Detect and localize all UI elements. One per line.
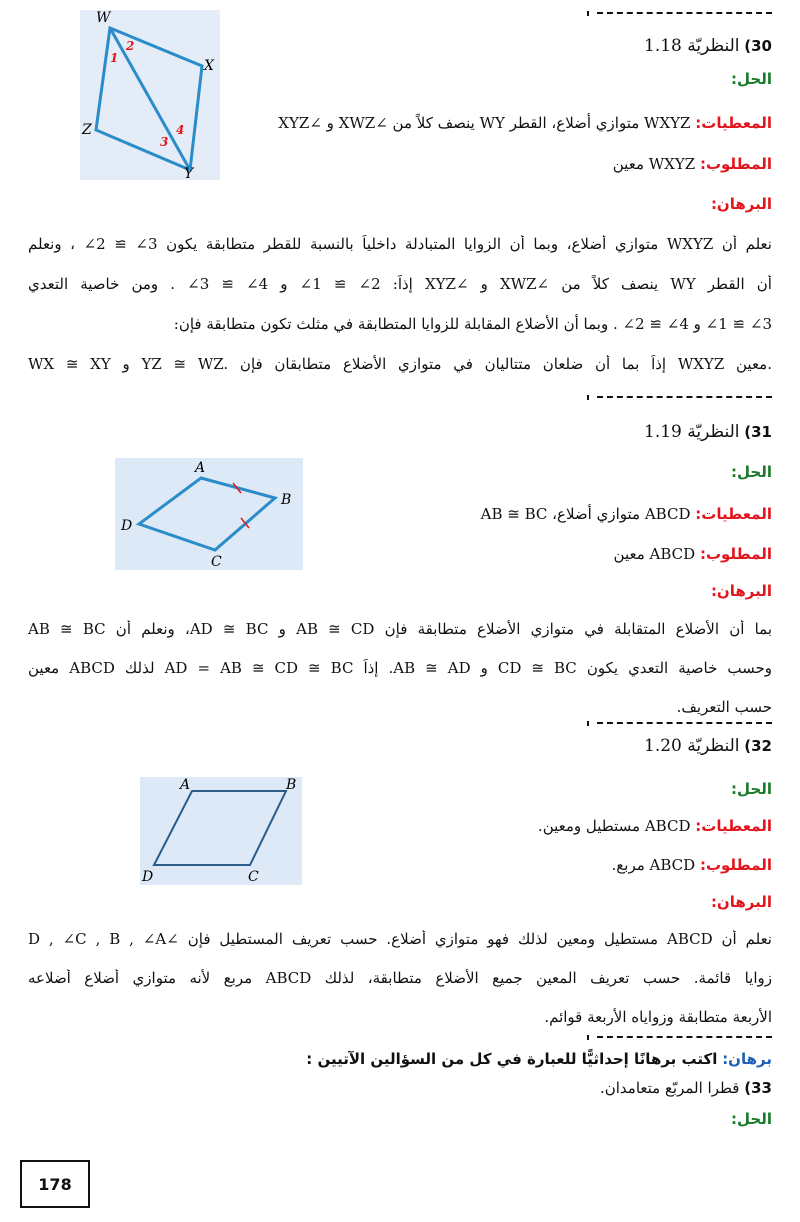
required-text: ABCD معين xyxy=(613,545,696,563)
rhombus-abcd-figure xyxy=(115,458,303,570)
theorem-label: النظريّة 1.20 xyxy=(644,736,740,756)
separator xyxy=(597,396,772,398)
vertex-b-label: B xyxy=(281,492,292,508)
givens-label: المعطيات: xyxy=(695,505,772,523)
vertex-c-label: C xyxy=(211,554,222,570)
vertex-z-label: Z xyxy=(82,122,92,138)
proof-task-text: اكتب برهانًا إحداثيًّا للعبارة في كل من السؤالين الآتيين : xyxy=(306,1050,718,1068)
vertex-a-label: A xyxy=(180,777,191,793)
p30-heading xyxy=(644,36,772,56)
p31-required xyxy=(614,545,772,563)
vertex-a-label: A xyxy=(195,460,206,476)
givens-text: WXYZ متوازي أضلاع، القطر WY ينصف كلاً من ∠XWZ و ∠XYZ xyxy=(278,114,691,132)
givens-text: ABCD متوازي أضلاع، AB ≅ BC xyxy=(480,505,691,523)
square-abcd-figure xyxy=(140,777,302,885)
p31-givens xyxy=(481,505,772,523)
givens-label: المعطيات: xyxy=(695,817,772,835)
givens-label: المعطيات: xyxy=(695,114,772,132)
separator xyxy=(597,1036,772,1038)
p30-proof-line: أن القطر WY ينصف كلاً من ∠XWZ و ∠XYZ إذاً: 2∠ ≅ 1∠ و 4∠ ≅ 3∠ . ومن خاصية التعدي xyxy=(28,275,772,293)
p30-proof-line: 3∠ ≅ 1∠ و 4∠ ≅ 2∠ . وبما أن الأضلاع المقابلة للزوايا المتطابقة في مثلث تكون متطابقة فإن: xyxy=(173,315,772,333)
problem-number: 33) xyxy=(744,1079,772,1097)
p30-solution-label: الحل: xyxy=(731,70,772,88)
p32-heading xyxy=(644,736,772,756)
p33-solution-label: الحل: xyxy=(731,1110,772,1128)
separator xyxy=(597,12,772,14)
required-text: ABCD مربع. xyxy=(611,856,696,874)
proof-task xyxy=(306,1050,772,1068)
angle-1-label: 1 xyxy=(110,51,119,65)
required-text: WXYZ معين xyxy=(612,155,696,173)
separator xyxy=(597,722,772,724)
page-number: 178 xyxy=(20,1160,90,1208)
theorem-label: النظريّة 1.19 xyxy=(644,422,740,442)
p32-proof-label: البرهان: xyxy=(710,893,772,911)
p31-heading xyxy=(644,422,772,442)
vertex-x-label: X xyxy=(204,58,214,74)
required-label: المطلوب: xyxy=(699,545,772,563)
p32-proof-line: الأربعة متطابقة وزواياه الأربعة قوائم. xyxy=(544,1008,772,1026)
p30-proof-line: نعلم أن WXYZ متوازي أضلاع، وبما أن الزوايا المتبادلة داخلياً بالنسبة للقطر متطابقة يكون 3∠ ≅ 2∠ ، ونعلم xyxy=(28,235,772,253)
p32-required xyxy=(612,856,772,874)
angle-4-label: 4 xyxy=(176,123,185,137)
vertex-y-label: Y xyxy=(184,166,194,180)
p32-givens xyxy=(538,817,772,835)
p31-solution-label: الحل: xyxy=(731,463,772,481)
p33-heading xyxy=(600,1079,772,1097)
p30-required xyxy=(613,155,772,173)
vertex-d-label: D xyxy=(121,518,133,534)
theorem-label: النظريّة 1.18 xyxy=(644,36,740,56)
angle-2-label: 2 xyxy=(126,39,135,53)
proof-task-label: برهان: xyxy=(722,1050,772,1068)
p32-proof-line: نعلم أن ABCD مستطيل ومعين لذلك فهو متوازي أضلاع. حسب تعريف المستطيل فإن ∠D , ∠C , B , ∠A xyxy=(28,930,772,948)
p31-proof-line: وحسب خاصية التعدي يكون CD ≅ BC و AB ≅ AD. إذاً AD = AB ≅ CD ≅ BC لذلك ABCD معين xyxy=(28,659,772,677)
vertex-d-label: D xyxy=(142,869,154,885)
required-label: المطلوب: xyxy=(699,155,772,173)
p32-solution-label: الحل: xyxy=(731,780,772,798)
rhombus-wxyz-figure xyxy=(80,10,220,180)
vertex-c-label: C xyxy=(248,869,259,885)
vertex-w-label: W xyxy=(96,10,111,26)
p33-text: قطرا المربّع متعامدان. xyxy=(599,1079,740,1097)
p32-proof-line: زوايا قائمة. حسب تعريف المعين جميع الأضلاع متطابقة، لذلك ABCD مربع لأنه متوازي أضلاع أضلاعه xyxy=(28,969,772,987)
p31-proof-line: حسب التعريف. xyxy=(676,698,772,716)
vertex-b-label: B xyxy=(286,777,297,793)
problem-number: 31) xyxy=(744,423,772,441)
problem-number: 32) xyxy=(744,737,772,755)
p30-proof-label: البرهان: xyxy=(710,195,772,213)
angle-3-label: 3 xyxy=(160,135,169,149)
p30-givens xyxy=(278,114,772,132)
required-label: المطلوب: xyxy=(699,856,772,874)
p31-proof-line: بما أن الأضلاع المتقابلة في متوازي الأضلاع متطابقة فإن AB ≅ CD و AD ≅ BC، ونعلم أن AB ≅ BC xyxy=(28,620,772,638)
problem-number: 30) xyxy=(744,37,772,55)
givens-text: ABCD مستطيل ومعين. xyxy=(537,817,691,835)
p31-proof-label: البرهان: xyxy=(710,582,772,600)
p30-proof-line: WX ≅ XY و YZ ≅ WZ. إذاً بما أن ضلعان متتاليان في متوازي الأضلاع متطابقان فإن WXYZ معين. xyxy=(28,355,772,373)
